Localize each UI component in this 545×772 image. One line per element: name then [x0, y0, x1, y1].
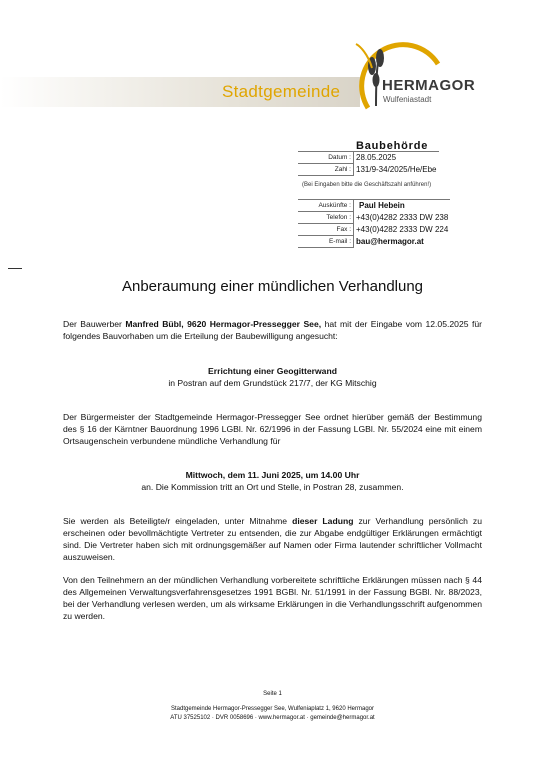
- contact-value: Paul Hebein: [359, 201, 405, 211]
- reference-row-date: [298, 152, 439, 164]
- paragraph-application: [63, 318, 482, 342]
- date-value: 28.05.2025: [356, 153, 397, 163]
- contact-row: [298, 200, 450, 212]
- logo-subtitle: Wulfeniastadt: [383, 95, 432, 104]
- contact-row: [298, 236, 450, 248]
- contact-label: Fax :: [298, 224, 354, 236]
- contact-row: [298, 212, 450, 224]
- document-title: Anberaumung einer mündlichen Verhandlung: [121, 278, 424, 295]
- reference-hint: (Bei Eingaben bitte die Geschäftszahl anführen!): [302, 182, 432, 188]
- contact-label: Auskünfte :: [298, 200, 354, 212]
- number-value: 131/9-34/2025/He/Ebe: [356, 165, 437, 174]
- project-title: Errichtung einer Geogitterwand: [208, 366, 337, 376]
- footer-ids: ATU 37525102 · DVR 0058696 · www.hermagor.at · gemeinde@hermagor.at: [170, 715, 375, 721]
- email-link[interactable]: bau@hermagor.at: [356, 237, 424, 246]
- text: hat mit der Eingabe vom 12.05.2025 für folgendes Bauvorhaben um die Erteilung der Baubewilligung angesucht:: [63, 319, 482, 341]
- project-location: in Postran auf dem Grundstück 217/7, der KG Mitschig: [168, 378, 377, 388]
- reference-table: [298, 151, 439, 176]
- logo-name: HERMAGOR: [382, 77, 476, 94]
- contact-label: Telefon :: [298, 212, 354, 224]
- emphasis: dieser Ladung: [292, 516, 354, 526]
- footer-address: Stadtgemeinde Hermagor-Pressegger See, Wulfeniaplatz 1, 9620 Hermagor: [171, 706, 374, 712]
- paragraph-invitation: [63, 515, 482, 563]
- paragraph-order: Der Bürgermeister der Stadtgemeinde Hermagor-Pressegger See ordnet hierüber gemäß der Bestimmung des § 16 der Kärntner Bauordnung 1996 LGBl. Nr. 62/1996 in der Fassung LGBl. Nr. 55/2024 eine mit einem Ortsaugenschein verbundene mündliche Verhandlung für: [63, 412, 482, 446]
- fold-mark: [8, 268, 22, 269]
- hearing-location: an. Die Kommission tritt an Ort und Stelle, in Postran 28, zusammen.: [141, 482, 404, 492]
- banner-title: Stadtgemeinde: [222, 82, 341, 101]
- text: Der Bauwerber: [63, 319, 126, 329]
- authority-title: Baubehörde: [356, 140, 429, 152]
- reference-row-number: [298, 164, 439, 176]
- phone-value: +43(0)4282 2333 DW 238: [356, 213, 449, 222]
- number-label: Zahl :: [298, 164, 354, 176]
- contact-table: [298, 199, 450, 248]
- text: Sie werden als Beteiligte/r eingeladen, unter Mitnahme: [63, 516, 293, 526]
- applicant-name: Manfred Bübl, 9620 Hermagor-Pressegger See,: [125, 319, 322, 329]
- hearing-date: Mittwoch, dem 11. Juni 2025, um 14.00 Uhr: [185, 470, 360, 480]
- paragraph-statements: Von den Teilnehmern an der mündlichen Verhandlung vorbereitete schriftliche Erklärungen müssen nach § 44 des Allgemeinen Verwaltungsverfahrensgesetzes 1991 BGBl. Nr. 51/1991 in der Fassung BGBl. Nr. 88/2023, bei der Verhandlung verlesen werden, um als wirksame Erklärungen in die Verhandlungsschrift aufgenommen zu werden.: [63, 575, 482, 621]
- hermagor-logo: [338, 36, 458, 116]
- contact-label: E-mail :: [298, 236, 354, 248]
- fax-value: +43(0)4282 2333 DW 224: [356, 225, 449, 234]
- contact-row: [298, 224, 450, 236]
- date-label: Datum :: [298, 152, 354, 164]
- text: zur Verhandlung persönlich zu erscheinen oder bevollmächtigte Vertreter zu entsenden, die zur Abgabe endgültiger Erklärungen ermächtigt sind. Die Vertreter haben sich mit ordnungsgemäßer auf Namen oder Firma lautender schriftlicher Vollmacht auszuweisen.: [63, 516, 482, 562]
- page-number: Seite 1: [263, 691, 282, 697]
